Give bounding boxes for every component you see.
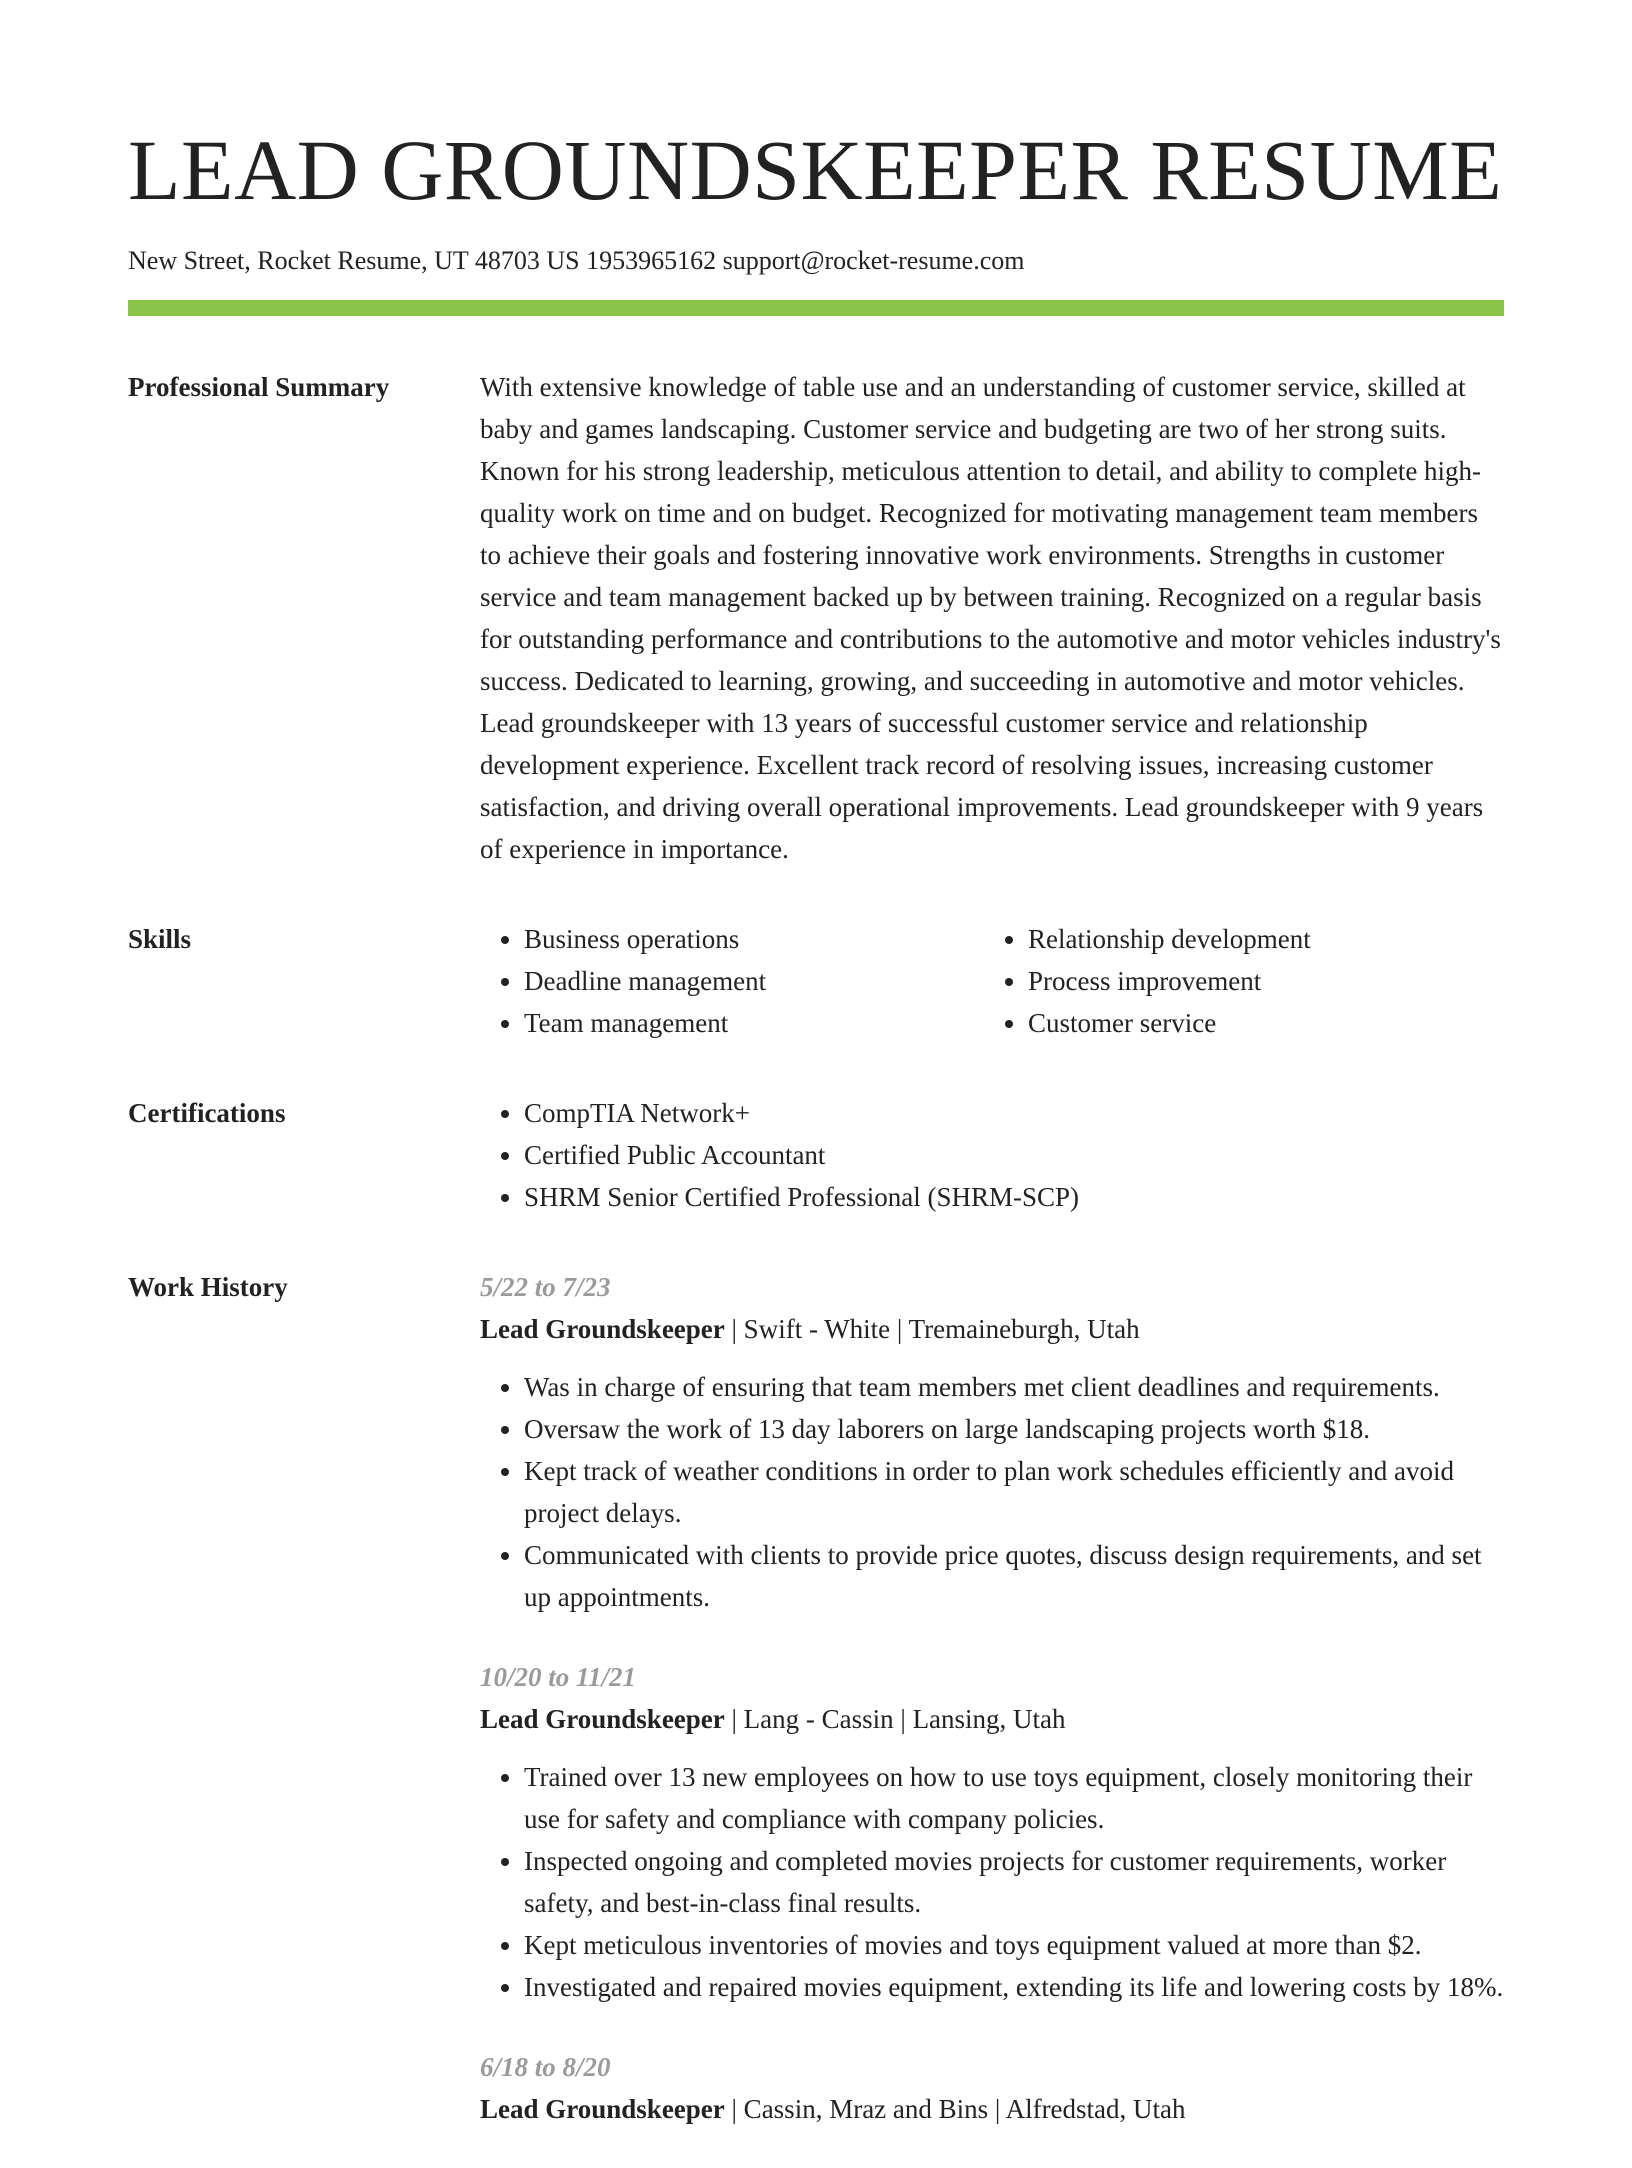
job-duty: • Was in charge of ensuring that team members met client deadlines and requirements. bbox=[524, 1366, 1504, 1408]
section-work-history bbox=[128, 1266, 1504, 2168]
certification-item: • SHRM Senior Certified Professional (SHRM-SCP) bbox=[524, 1176, 1504, 1218]
job-duties-list bbox=[480, 1366, 1504, 1618]
section-professional-summary bbox=[128, 366, 1504, 870]
skills-list bbox=[480, 918, 1504, 1044]
job-duty: • Trained over 13 new employees on how to use toys equipment, closely monitoring their use for safety and compliance with company policies. bbox=[524, 1756, 1504, 1840]
section-label-summary: Professional Summary bbox=[128, 372, 390, 402]
work-history-body bbox=[480, 1266, 1504, 2168]
job-title: Lead Groundskeeper bbox=[480, 1704, 725, 1734]
job-employer-location: | Cassin, Mraz and Bins | Alfredstad, Utah bbox=[724, 2094, 1186, 2124]
contact-info: New Street, Rocket Resume, UT 48703 US 1953965162 support@rocket-resume.com bbox=[128, 246, 1025, 275]
job-entry bbox=[480, 1266, 1504, 1618]
skill-item: • Relationship development bbox=[1028, 918, 1504, 960]
summary-body bbox=[480, 366, 1504, 870]
job-employer-location: | Swift - White | Tremaineburgh, Utah bbox=[724, 1314, 1140, 1344]
section-label-skills: Skills bbox=[128, 924, 192, 954]
skill-item: • Team management bbox=[524, 1002, 984, 1044]
skill-item: • Deadline management bbox=[524, 960, 984, 1002]
job-title: Lead Groundskeeper bbox=[480, 1314, 725, 1344]
accent-divider bbox=[128, 300, 1504, 316]
job-title: Lead Groundskeeper bbox=[480, 2094, 725, 2124]
job-entry bbox=[480, 2046, 1504, 2130]
job-duty: • Communicated with clients to provide price quotes, discuss design requirements, and set up appointments. bbox=[524, 1534, 1504, 1618]
section-label-work-history: Work History bbox=[128, 1272, 288, 1302]
resume-title: LEAD GROUNDSKEEPER RESUME bbox=[128, 122, 1503, 218]
summary-text: With extensive knowledge of table use and an understanding of customer service, skilled at baby and games landscaping. Customer service and budgeting are two of her strong suits. Known for his strong leadership, meticulous attention to detail, and ability to complete high-quality work on time and on budget. Recognized for motivating management team members to achieve their goals and fostering innovative work environments. Strengths in customer service and team management backed up by between training. Recognized on a regular basis for outstanding performance and contributions to the automotive and motor vehicles industry's success. Dedicated to learning, growing, and succeeding in automotive and motor vehicles. Lead groundskeeper with 13 years of successful customer service and relationship development experience. Excellent track record of resolving issues, increasing customer satisfaction, and driving overall operational improvements. Lead groundskeeper with 9 years of experience in importance. bbox=[480, 372, 1501, 864]
job-duty: • Inspected ongoing and completed movies projects for customer requirements, worker safety, and best-in-class final results. bbox=[524, 1840, 1504, 1924]
certification-item: • CompTIA Network+ bbox=[524, 1092, 1504, 1134]
skills-column-2 bbox=[984, 918, 1504, 1044]
job-duty: • Kept meticulous inventories of movies and toys equipment valued at more than $2. bbox=[524, 1924, 1504, 1966]
job-duty: • Kept track of weather conditions in order to plan work schedules efficiently and avoid project delays. bbox=[524, 1450, 1504, 1534]
skill-item: • Customer service bbox=[1028, 1002, 1504, 1044]
job-heading bbox=[480, 1308, 1504, 1350]
job-entry bbox=[480, 1656, 1504, 2008]
job-dates: 5/22 to 7/23 bbox=[480, 1272, 611, 1302]
section-certifications bbox=[128, 1092, 1504, 1218]
job-employer-location: | Lang - Cassin | Lansing, Utah bbox=[724, 1704, 1066, 1734]
certification-item: • Certified Public Accountant bbox=[524, 1134, 1504, 1176]
section-label-certifications: Certifications bbox=[128, 1098, 286, 1128]
skill-item: • Process improvement bbox=[1028, 960, 1504, 1002]
job-dates: 6/18 to 8/20 bbox=[480, 2052, 611, 2082]
job-heading bbox=[480, 1698, 1504, 1740]
job-dates: 10/20 to 11/21 bbox=[480, 1662, 637, 1692]
skills-column-1 bbox=[480, 918, 984, 1044]
section-skills bbox=[128, 918, 1504, 1044]
job-duties-list bbox=[480, 1756, 1504, 2008]
job-duty: • Investigated and repaired movies equipment, extending its life and lowering costs by 18%. bbox=[524, 1966, 1504, 2008]
job-duty: • Oversaw the work of 13 day laborers on large landscaping projects worth $18. bbox=[524, 1408, 1504, 1450]
certifications-list bbox=[480, 1092, 1504, 1218]
resume-page bbox=[128, 0, 1504, 2168]
job-heading bbox=[480, 2088, 1504, 2130]
certifications-body bbox=[480, 1092, 1504, 1218]
skill-item: • Business operations bbox=[524, 918, 984, 960]
